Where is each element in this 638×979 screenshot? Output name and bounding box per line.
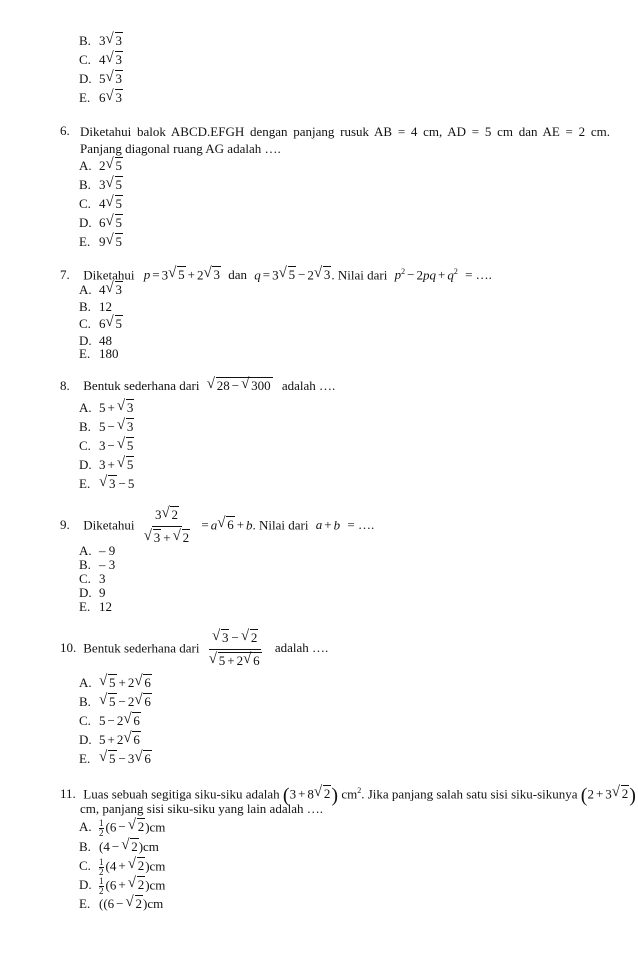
q5-option-d: D. 5 √ 3 bbox=[79, 69, 122, 86]
q9-option-d: D. 9 bbox=[79, 585, 106, 600]
q9-stem: 9. Diketahui 3 √ 2 √ 3 + √ 2 = a √ 6 + b. Nilai dari a + b = …. bbox=[60, 505, 375, 545]
q7-option-a: A. 4 √ 3 bbox=[79, 280, 122, 297]
q6-text: Diketahui balok ABCD.EFGH dengan panjang rusuk AB = 4 cm, AD = 5 cm dan AE = 2 cm. Panjang diagonal ruang AG adalah …. bbox=[80, 124, 610, 156]
q5-option-b: B. 3 √ 3 bbox=[79, 31, 122, 48]
q10-stem: 10. Bentuk sederhana dari √ 3 − √ 2 √ 5 + 2 √ 6 adalah …. bbox=[60, 628, 329, 668]
q7-option-c: C. 6 √ 5 bbox=[79, 314, 122, 331]
q6-option-d: D. 6 √ 5 bbox=[79, 213, 122, 230]
q11-stem: 11. Luas sebuah segitiga siku-siku adalah (3 + 8 √ 2) $cm^2$. Jika panjang salah satu sisi siku-sikunya (2 + 3 √ 2) bbox=[60, 784, 636, 807]
q8-option-e: E. √ 3 − 5 bbox=[79, 474, 135, 491]
q8-option-d: D. 3 + √ 5 bbox=[79, 455, 134, 472]
q5-option-e: E. 6 √ 3 bbox=[79, 88, 122, 105]
q7-option-e: E. 180 bbox=[79, 346, 119, 361]
q10-option-c: C. 5 − 2 √ 6 bbox=[79, 711, 140, 728]
q9-fraction: 3 √ 2 √ 3 + √ 2 bbox=[143, 505, 190, 545]
q7-option-d: D. 48 bbox=[79, 333, 112, 348]
q6-option-c: C. 4 √ 5 bbox=[79, 194, 122, 211]
q11-text-cont: cm, panjang sisi siku-siku yang lain adalah …. bbox=[80, 801, 323, 816]
q9-option-b: B. – 3 bbox=[79, 557, 116, 572]
q10-option-a: A. √ 5 + 2 √ 6 bbox=[79, 673, 151, 690]
q6-option-e: E. 9 √ 5 bbox=[79, 232, 122, 249]
q6-option-b: B. 3 √ 5 bbox=[79, 175, 122, 192]
q7-stem: 7. Diketahui p = 3 √ 5 + 2 √ 3 dan q = 3 √ 5 − 2 √ 3. Nilai dari $p^2 - 2pq + q^2$ = …. bbox=[60, 265, 492, 283]
q5-option-c: C. 4 √ 3 bbox=[79, 50, 122, 67]
q8-option-c: C. 3 − √ 5 bbox=[79, 436, 134, 453]
q9-option-e: E. 12 bbox=[79, 599, 112, 614]
q9-option-c: C. 3 bbox=[79, 571, 106, 586]
q11-option-c: C. $\frac{1}{2}$ (4 + √ 2)cm bbox=[79, 856, 166, 877]
q10-option-e: E. √ 5 − 3 √ 6 bbox=[79, 749, 151, 766]
q11-option-e: E. ((6 − √ 2)cm bbox=[79, 894, 164, 911]
q6-number: 6. bbox=[60, 123, 70, 138]
q10-option-d: D. 5 + 2 √ 6 bbox=[79, 730, 140, 747]
q6-option-a: A. 2 √ 5 bbox=[79, 156, 122, 173]
q8-stem: 8. Bentuk sederhana dari √ 28 − √ 300 adalah …. bbox=[60, 376, 336, 393]
q11-option-b: B. (4 − √ 2)cm bbox=[79, 837, 159, 854]
q8-option-b: B. 5 − √ 3 bbox=[79, 417, 134, 434]
q10-option-b: B. √ 5 − 2 √ 6 bbox=[79, 692, 151, 709]
q7-option-b: B. 12 bbox=[79, 299, 112, 314]
q10-fraction: √ 3 − √ 2 √ 5 + 2 √ 6 bbox=[208, 628, 260, 668]
q8-option-a: A. 5 + √ 3 bbox=[79, 398, 134, 415]
q11-option-d: D. $\frac{1}{2}$ (6 + √ 2)cm bbox=[79, 875, 166, 896]
q11-option-a: A. $\frac{1}{2}$ (6 − √ 2)cm bbox=[79, 817, 166, 838]
q9-option-a: A. – 9 bbox=[79, 543, 116, 558]
